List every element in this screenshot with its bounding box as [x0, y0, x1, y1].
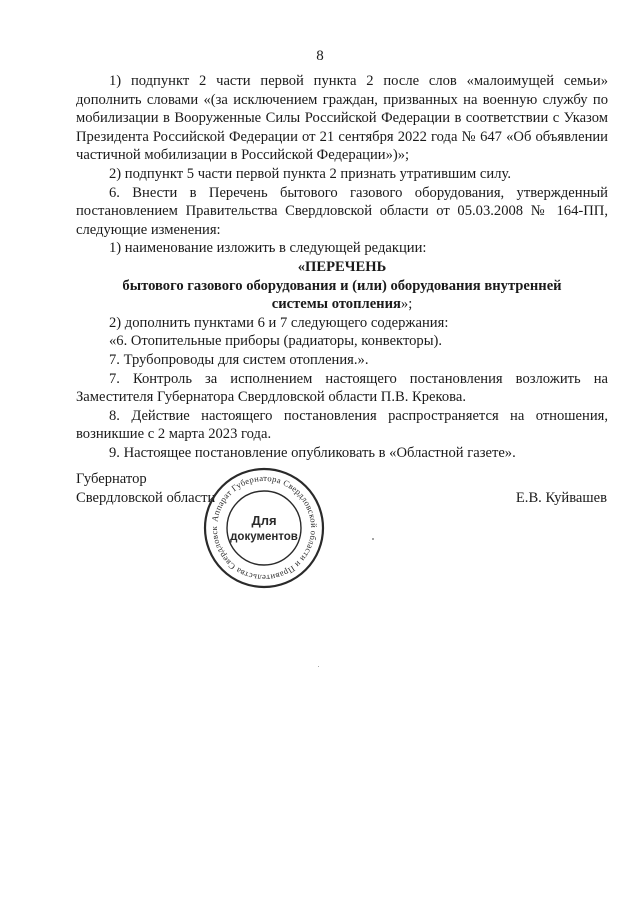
signatory-title: Губернатор — [76, 471, 147, 487]
signatory-name: Е.В. Куйвашев — [515, 490, 607, 506]
stamp-ring-text: Аппарат Губернатора Свердловской области и Правительства Свердловск — [208, 472, 320, 584]
paragraph: 7. Трубопроводы для систем отопления.». — [109, 351, 369, 368]
official-stamp — [202, 466, 326, 590]
paragraph: 2) дополнить пунктами 6 и 7 следующего содержания: — [109, 314, 449, 331]
stamp-seal-icon — [202, 466, 326, 590]
list-title-text: системы отопления — [271, 296, 401, 313]
paragraph: 9. Настоящее постановление опубликовать в «Областной газете». — [109, 444, 516, 461]
document-body — [76, 72, 608, 462]
list-title-line: «ПЕРЕЧЕНЬ — [297, 258, 387, 275]
stamp-center-line: документов — [230, 531, 298, 543]
paragraph: 6. Внести в Перечень бытового газового оборудования, утвержденный постановлением Правительства Свердловской области от 05.03.2008 № 164-ПП, следующие изменения: — [76, 184, 608, 238]
page-number: 8 — [316, 48, 324, 64]
paragraph: 2) подпункт 5 части первой пункта 2 признать утратившим силу. — [109, 165, 511, 182]
list-title-line — [76, 295, 608, 314]
paragraph: 7. Контроль за исполнением настоящего постановления возложить на Заместителя Губернатора Свердловской области П.В. Крекова. — [76, 370, 608, 406]
stamp-center-line: Для — [251, 513, 277, 528]
signatory-position — [76, 470, 215, 507]
signatory-region: Свердловской области — [76, 489, 216, 506]
list-title-closing: »; — [400, 296, 413, 313]
paragraph: 8. Действие настоящего постановления распространяется на отношения, возникшие с 2 марта 2023 года. — [76, 407, 608, 443]
paragraph: «6. Отопительные приборы (радиаторы, конвекторы). — [109, 333, 443, 350]
paragraph: 1) подпункт 2 части первой пункта 2 после слов «малоимущей семьи» дополнить словами «(за исключением граждан, призванных на военную службу по мобилизации в Вооруженные Силы Российской Федерации в соответствии с Указом Президента Российской Федерации от 21 сентября 2022 года № 647 «Об объявлении частичной мобилизации в Российской Федерации»)»; — [76, 73, 608, 164]
paragraph: 1) наименование изложить в следующей редакции: — [109, 240, 427, 257]
scan-speck — [318, 666, 319, 667]
list-title-line: бытового газового оборудования и (или) оборудования внутренней — [122, 277, 562, 294]
scan-speck — [372, 538, 374, 540]
